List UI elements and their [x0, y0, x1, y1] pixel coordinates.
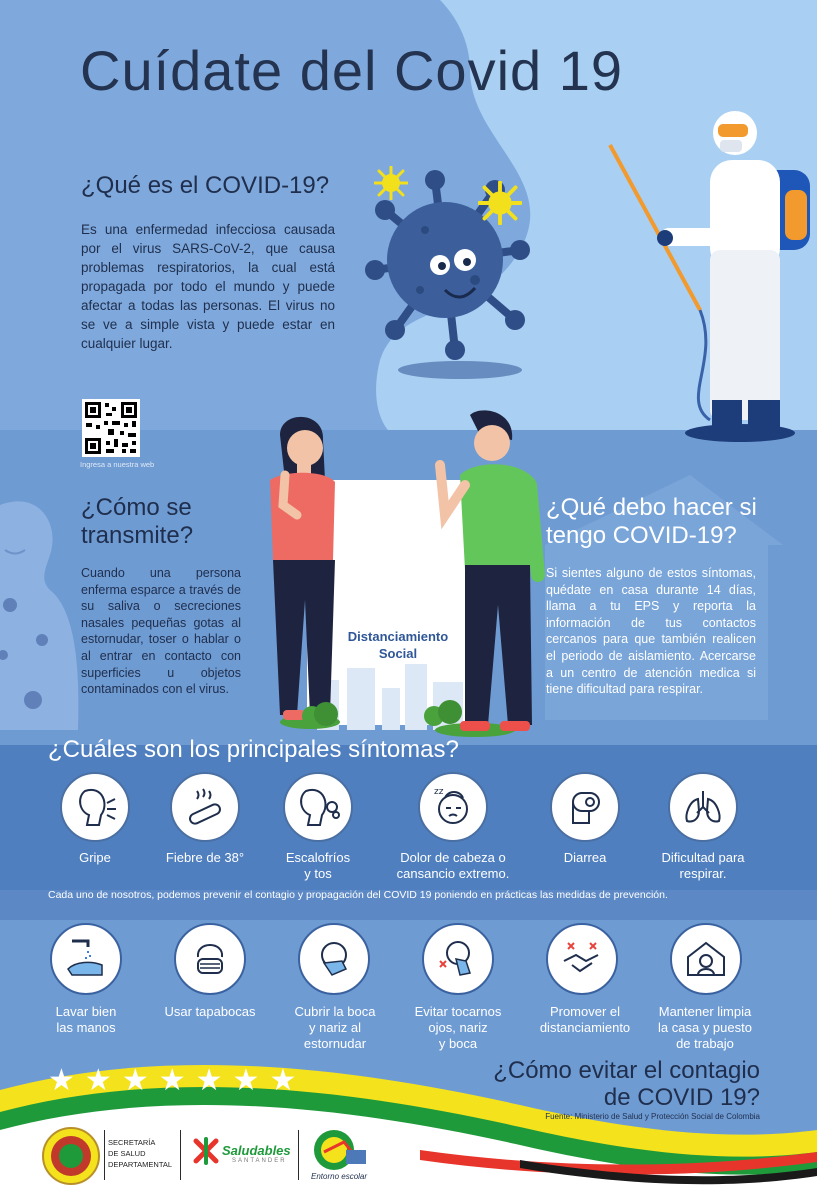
star-icon: ★ [158, 1064, 186, 1097]
what-is-heading: ¿Qué es el COVID-19? [81, 172, 330, 199]
secretaria-line3: DEPARTAMENTAL [108, 1160, 173, 1169]
logo-divider [104, 1130, 105, 1180]
handwash-icon [50, 923, 122, 995]
symptoms-heading: ¿Cuáles son los principales síntomas? [48, 736, 459, 763]
prevention-label: Usar tapabocas [164, 1004, 256, 1019]
symptom-label: Escalofríos y tos [285, 850, 351, 881]
face-sneeze-icon [60, 772, 130, 842]
symptom-label: Fiebre de 38° [165, 850, 245, 865]
bush-illustration [300, 700, 340, 728]
symptom-label: Diarrea [563, 850, 607, 865]
logo-divider [180, 1130, 181, 1180]
star-icon: ★ [195, 1064, 223, 1097]
svg-text:zz: zz [434, 787, 444, 797]
prevention-heading-line2: de COVID 19? [603, 1084, 760, 1111]
symptom-label: Dolor de cabeza o cansancio extremo. [396, 850, 510, 881]
lungs-icon [668, 772, 738, 842]
prevention-label: Cubrir la boca y nariz al estornudar [294, 1004, 376, 1051]
prevention-label: Promover el distanciamiento [539, 1004, 631, 1035]
small-virus-yellow-icon [374, 166, 408, 200]
what-is-text: Es una enfermedad infecciosa causada por el virus SARS-CoV-2, que causa problemas respiratorios, la cual está propagada por todo el mundo y puede afectar a todas las personas. El virus no se ve a simple vista y puede estar en cualquier lugar. [81, 222, 335, 351]
distancing-label-line1: Distanciamiento [347, 629, 449, 644]
bush-illustration [420, 700, 470, 728]
symptom-label: Gripe [79, 850, 111, 865]
gobernacion-seal-logo [42, 1127, 100, 1185]
prevention-label: Evitar tocarnos ojos, nariz y boca [414, 1004, 502, 1051]
small-virus-yellow-icon [478, 181, 522, 225]
star-icon: ★ [84, 1064, 112, 1097]
clean-house-icon [670, 923, 742, 995]
page-title: Cuídate del Covid 19 [80, 39, 624, 102]
disinfection-worker-illustration [600, 100, 817, 445]
entorno-escolar-logo [312, 1128, 368, 1172]
distancing-label-line2: Social [378, 646, 418, 661]
entorno-escolar-text: Entorno escolar [311, 1172, 368, 1181]
saludables-mark-icon [192, 1137, 220, 1165]
what-to-do-text: Si sientes alguno de estos síntomas, quédate en casa durante 14 días, llama a tu EPS y reporta la información de tus contactos cercanos para que también realicen el periodo de aislamiento. Acercarse a un centro de atención medica si tiene dificultad para respirar. [546, 566, 756, 697]
toilet-paper-icon [550, 772, 620, 842]
star-icon: ★ [232, 1064, 260, 1097]
star-icon: ★ [121, 1064, 149, 1097]
saludables-logo-text: Saludables [222, 1143, 291, 1158]
prevention-label: Lavar bien las manos [55, 1004, 117, 1035]
transmission-heading: ¿Cómo se transmite? [81, 494, 194, 549]
transmission-text: Cuando una persona enferma esparce a través de su saliva o secreciones nasales pequeñas gotas al estornudar, toser o hablar o al entrar en contacto con superficies u objetos contaminados con el virus. [81, 566, 241, 697]
flag-stars [48, 1066, 296, 1096]
secretaria-line2: DE SALUD [108, 1149, 146, 1158]
star-icon: ★ [269, 1064, 297, 1097]
symptom-label: Dificultad para respirar. [661, 850, 745, 881]
face-cough-icon [283, 772, 353, 842]
thermometer-icon [170, 772, 240, 842]
no-touch-face-icon [422, 923, 494, 995]
woman-illustration [255, 410, 350, 730]
prevention-heading-line1: ¿Cómo evitar el contagio [493, 1057, 760, 1084]
star-icon: ★ [48, 1064, 75, 1097]
prevention-note: Cada uno de nosotros, podemos prevenir el contagio y propagación del COVID 19 poniendo en prácticas las medidas de prevención. [48, 889, 668, 901]
what-to-do-heading: ¿Qué debo hacer si tengo COVID-19? [546, 494, 757, 549]
prevention-label: Mantener limpia la casa y puesto de trabajo [658, 1004, 752, 1051]
mask-icon [174, 923, 246, 995]
santander-logo-text: SANTANDER [232, 1158, 287, 1164]
cover-mouth-icon [298, 923, 370, 995]
sick-person-silhouette [0, 495, 82, 730]
logo-divider [298, 1130, 299, 1180]
tired-face-icon [418, 772, 488, 842]
no-handshake-icon [546, 923, 618, 995]
qr-caption: Ingresa a nuestra web [80, 460, 155, 469]
man-illustration [420, 405, 545, 740]
qr-code[interactable] [82, 399, 140, 457]
secretaria-line1: SECRETARÍA [108, 1138, 156, 1147]
source-note: Fuente: Ministerio de Salud y Protección Social de Colombia [545, 1112, 760, 1121]
